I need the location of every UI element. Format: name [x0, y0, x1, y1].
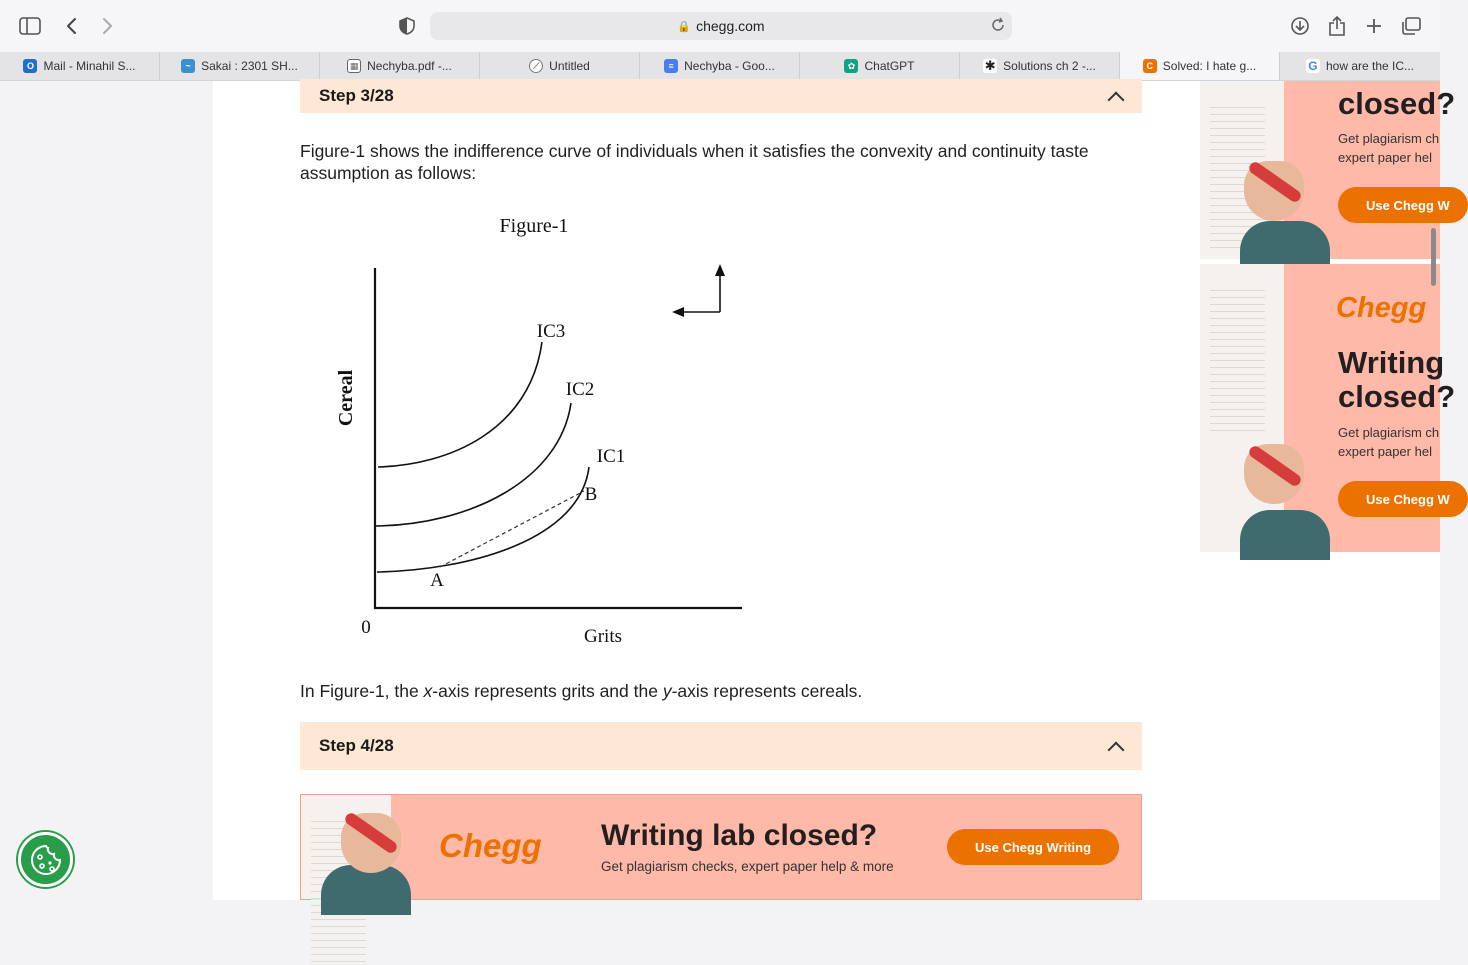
ad-subtext: Get plagiarism checks, expert paper help & more — [601, 859, 894, 874]
arrow-left-head — [672, 307, 684, 317]
share-icon[interactable] — [1323, 12, 1351, 40]
address-bar[interactable] — [430, 12, 1012, 40]
compass-icon: ⟋ — [529, 59, 543, 73]
axis-note-text: -axis represents grits and the — [432, 681, 663, 701]
step-3-label: Step 3/28 — [319, 86, 394, 105]
chevron-up-icon[interactable] — [1108, 742, 1125, 759]
ic1-curve — [377, 467, 589, 572]
point-b-label: B — [584, 484, 598, 505]
x-axis-label: Grits — [584, 626, 622, 647]
url-text: chegg.com — [696, 18, 765, 34]
cookie-settings-button[interactable] — [18, 832, 73, 887]
quizlet-icon: ✱ — [984, 58, 996, 73]
tab-chatgpt[interactable] — [800, 52, 960, 80]
ic1-label: IC1 — [596, 446, 626, 467]
sakai-icon: ~ — [181, 59, 195, 73]
tab-label: Nechyba.pdf -... — [367, 59, 452, 73]
tab-untitled[interactable] — [480, 52, 640, 80]
google-docs-icon: ≡ — [664, 59, 678, 73]
sidebar-toggle-icon[interactable] — [16, 12, 44, 40]
tab-label: Nechyba - Goo... — [684, 59, 775, 73]
tab-label: Solutions ch 2 -... — [1003, 59, 1096, 73]
chatgpt-icon: ✿ — [844, 59, 858, 73]
indifference-curve-figure — [300, 205, 760, 655]
chevron-up-icon[interactable] — [1108, 92, 1125, 109]
tab-label: Untitled — [549, 59, 590, 73]
ad-sleeve-image — [1240, 510, 1330, 560]
step-3-header[interactable] — [300, 79, 1142, 113]
new-tab-icon[interactable] — [1360, 12, 1388, 40]
origin-label: 0 — [361, 617, 371, 638]
tab-chegg-solved[interactable] — [1120, 52, 1280, 80]
forward-icon[interactable] — [93, 12, 121, 40]
side-ad-bottom[interactable] — [1200, 264, 1456, 552]
figure-title: Figure-1 — [499, 215, 569, 237]
ic3-label: IC3 — [536, 321, 566, 342]
tab-nechyba-docs[interactable] — [640, 52, 800, 80]
tab-nechyba-pdf[interactable] — [320, 52, 480, 80]
chegg-logo: Chegg — [1336, 292, 1427, 324]
chegg-logo: Chegg — [439, 827, 542, 864]
step-4-header[interactable] — [300, 722, 1142, 770]
convex-combination-line — [440, 491, 584, 567]
ad-subtext-1: Get plagiarism ch — [1338, 131, 1440, 146]
step-4-label: Step 4/28 — [319, 736, 394, 755]
axis-note-text: In Figure-1, the — [300, 681, 424, 701]
tab-label: Mail - Minahil S... — [43, 59, 136, 73]
ad-subtext-2: expert paper hel — [1338, 150, 1432, 165]
ad-headline-line2: closed? — [1338, 379, 1456, 414]
lock-icon: 🔒 — [677, 20, 692, 33]
back-icon[interactable] — [58, 12, 86, 40]
tab-sakai[interactable] — [160, 52, 320, 80]
ad-cta-button[interactable]: Use Chegg W — [1338, 187, 1468, 223]
browser-toolbar — [0, 0, 1440, 52]
y-axis-label: Cereal — [335, 369, 357, 427]
bottom-banner-ad[interactable] — [300, 794, 1142, 900]
axis-note-x: x — [423, 681, 433, 701]
tab-google-search[interactable] — [1280, 52, 1440, 80]
tab-label: Sakai : 2301 SH... — [201, 59, 298, 73]
ad-cta-button[interactable]: Use Chegg Writing — [947, 829, 1119, 865]
tab-label: how are the IC... — [1325, 59, 1415, 73]
axis-note-text: -axis represents cereals. — [671, 681, 863, 701]
tab-solutions[interactable] — [960, 52, 1120, 80]
google-icon: G — [1306, 59, 1320, 73]
axis-note-y: y — [662, 681, 672, 701]
ic2-label: IC2 — [565, 379, 595, 400]
intro-paragraph: Figure-1 shows the indifference curve of individuals when it satisfies the convexity and continuity taste assumption as follows: — [300, 141, 1089, 183]
tab-mail[interactable] — [0, 52, 160, 80]
tab-label: ChatGPT — [864, 59, 915, 73]
ic3-curve — [378, 342, 542, 467]
reload-icon[interactable] — [990, 17, 1006, 36]
axis-note — [300, 680, 1142, 702]
point-a-label: A — [430, 570, 444, 591]
tab-bar — [0, 52, 1440, 81]
scrollbar-thumb[interactable] — [1431, 228, 1436, 286]
tab-label: Solved: I hate g... — [1162, 59, 1257, 73]
downloads-icon[interactable] — [1286, 12, 1314, 40]
side-ad-top[interactable] — [1200, 81, 1456, 259]
ad-headline: Writing lab closed? — [601, 819, 878, 852]
privacy-shield-icon[interactable] — [393, 12, 421, 40]
arrow-up-head — [715, 264, 725, 276]
pdf-icon: ▦ — [347, 59, 361, 73]
cookie-icon — [29, 843, 63, 877]
outlook-icon: O — [23, 59, 37, 73]
ad-subtext-1: Get plagiarism ch — [1338, 425, 1440, 440]
ad-headline: closed? — [1338, 86, 1456, 121]
chegg-icon: C — [1143, 59, 1157, 73]
ad-paper-image — [1200, 264, 1284, 552]
ad-cta-button[interactable]: Use Chegg W — [1338, 481, 1468, 517]
tab-overview-icon[interactable] — [1397, 12, 1425, 40]
ad-headline-line1: Writing — [1338, 345, 1445, 380]
ad-subtext-2: expert paper hel — [1338, 444, 1432, 459]
